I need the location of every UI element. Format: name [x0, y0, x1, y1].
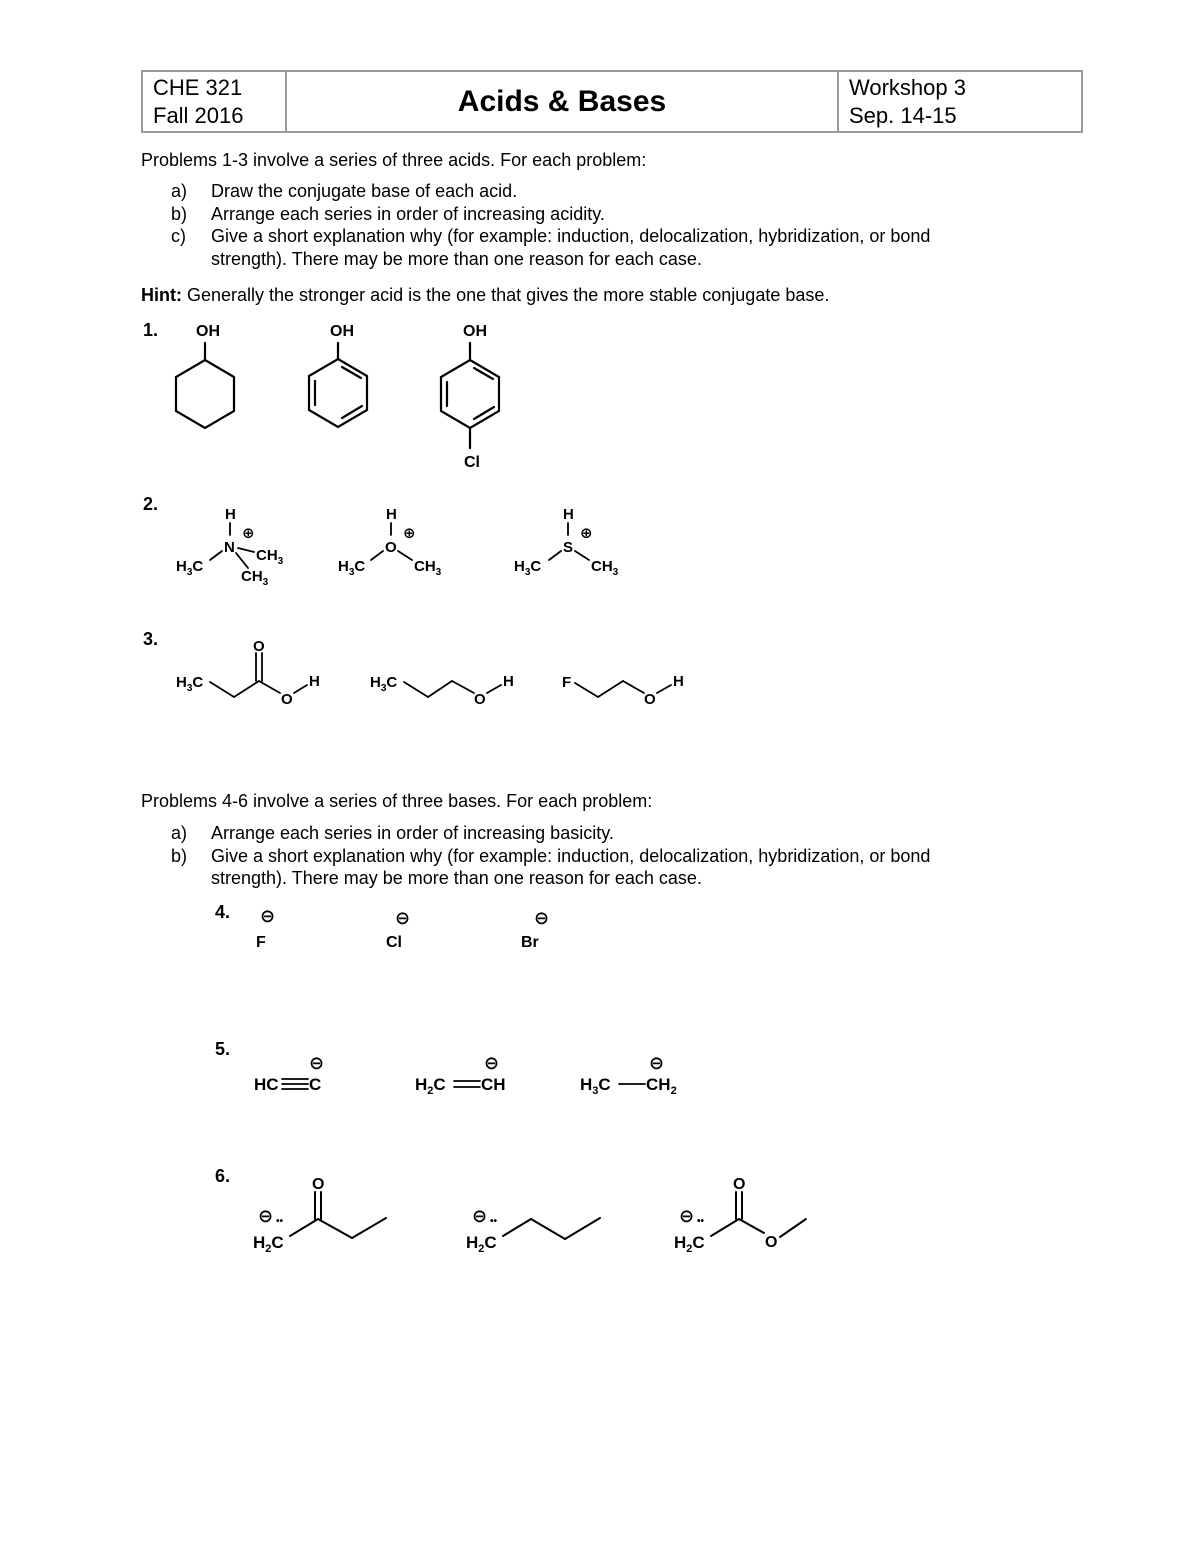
trimethylammonium-structure: [176, 506, 284, 588]
subscript: 3: [186, 567, 193, 578]
c-text: C: [484, 1233, 497, 1252]
h3c-h: H: [176, 558, 187, 575]
h3c-c: C: [386, 674, 398, 691]
h-label: H: [386, 506, 397, 523]
oh-label: OH: [196, 323, 220, 340]
lone-pair-dots: ••: [490, 1216, 498, 1227]
list-item-text: Arrange each series in order of increasing acidity.: [211, 203, 605, 224]
butyl-anion-structure: [466, 1206, 600, 1255]
c-text: C: [692, 1233, 705, 1252]
plus-charge-icon: ⊕: [242, 525, 255, 542]
chloride-label: Cl: [386, 934, 402, 951]
h3c-label: [176, 674, 203, 694]
problem-6-number: 6.: [215, 1166, 231, 1186]
subscript: 2: [670, 1085, 677, 1097]
list-item-text: Arrange each series in order of increasing basicity.: [211, 823, 614, 843]
minus-charge-icon: ⊖: [484, 1053, 500, 1073]
course-code: CHE 321: [153, 75, 243, 100]
acetylide-structure: [254, 1053, 324, 1094]
h3c-label: [176, 558, 203, 578]
subscript: 3: [592, 1085, 599, 1097]
propanol-structure: [370, 673, 514, 708]
subscript: 3: [277, 556, 284, 567]
subscript: 3: [524, 567, 531, 578]
hc-label: HC: [254, 1075, 279, 1094]
cl-label: Cl: [464, 454, 480, 471]
dimethyloxonium-structure: [338, 506, 442, 578]
subscript: 3: [612, 567, 619, 578]
ch-label: CH: [481, 1075, 506, 1094]
ch3-label: [256, 547, 284, 567]
bases-intro: Problems 4-6 involve a series of three bases. For each problem:: [141, 791, 653, 811]
4-chlorophenol-structure: [441, 323, 499, 471]
list-item-text: Draw the conjugate base of each acid.: [211, 181, 518, 201]
o-label: O: [733, 1176, 746, 1193]
o-label: O: [765, 1234, 778, 1251]
h-text: H: [466, 1233, 479, 1252]
h-text: H: [415, 1075, 428, 1094]
h3c-c: C: [530, 558, 542, 575]
oh-label: OH: [463, 323, 487, 340]
minus-charge-icon: ⊖: [472, 1206, 488, 1226]
list-item-text: strength). There may be more than one reason for each case.: [211, 868, 702, 888]
c-text: C: [598, 1075, 611, 1094]
problem-5-number: 5.: [215, 1039, 231, 1059]
bromide-label: Br: [521, 934, 539, 951]
h-label: H: [563, 506, 574, 523]
list-item-label: c): [171, 226, 186, 246]
h3c-h: H: [370, 674, 381, 691]
subscript: 2: [478, 1243, 485, 1255]
subscript: 3: [380, 683, 387, 694]
subscript: 2: [427, 1085, 434, 1097]
minus-charge-icon: ⊖: [309, 1053, 325, 1073]
list-item-text: Give a short explanation why (for example: induction, delocalization, hybridization, or bond: [211, 226, 931, 246]
ch2-label: [646, 1075, 677, 1097]
hint-text: Generally the stronger acid is the one that gives the more stable conjugate base.: [181, 285, 830, 305]
s-label: S: [563, 539, 574, 556]
problem-2-number: 2.: [143, 494, 159, 514]
ch3-label: [414, 558, 442, 578]
o-label: O: [312, 1176, 325, 1193]
subscript: 2: [686, 1243, 693, 1255]
halide-anions: [256, 906, 549, 951]
workshop-dates: Sep. 14-15: [849, 103, 957, 128]
ethyl-anion-structure: [580, 1053, 677, 1097]
h3c-c: C: [354, 558, 366, 575]
h-label: H: [503, 673, 514, 690]
o-label: O: [281, 691, 293, 708]
ketone-enolate-structure: [253, 1176, 386, 1255]
subscript: 2: [265, 1243, 272, 1255]
f-label: F: [562, 674, 572, 691]
h2c-label: [415, 1075, 446, 1097]
list-item-label: a): [171, 181, 188, 201]
plus-charge-icon: ⊕: [403, 525, 416, 542]
h3c-h: H: [514, 558, 525, 575]
2-fluoroethanol-structure: [562, 673, 684, 708]
h-label: H: [673, 673, 684, 690]
ch-text: CH: [256, 547, 278, 564]
ch3-label: [241, 568, 269, 588]
subscript: 3: [435, 567, 442, 578]
lone-pair-dots: ••: [697, 1216, 705, 1227]
h3c-h: H: [176, 674, 187, 691]
c-label: C: [309, 1075, 322, 1094]
minus-charge-icon: ⊖: [649, 1053, 665, 1073]
h3c-label: [338, 558, 365, 578]
minus-charge-icon: ⊖: [679, 1206, 695, 1226]
o-label: O: [644, 691, 656, 708]
minus-charge-icon: ⊖: [260, 906, 276, 926]
h3c-label: [514, 558, 541, 578]
ch-text: CH: [646, 1075, 671, 1094]
ch-text: CH: [591, 558, 613, 575]
c-text: C: [271, 1233, 284, 1252]
plus-charge-icon: ⊕: [580, 525, 593, 542]
dimethylsulfonium-structure: [514, 506, 619, 578]
workshop-number: Workshop 3: [849, 75, 966, 100]
cyclohexanol-structure: [176, 323, 234, 428]
acids-intro: Problems 1-3 involve a series of three acids. For each problem:: [141, 150, 647, 170]
h3c-c: C: [192, 558, 204, 575]
o-label: O: [474, 691, 486, 708]
list-item-label: b): [171, 203, 188, 224]
subscript: 3: [262, 577, 269, 588]
propanoic-acid-structure: [176, 638, 320, 708]
h-text: H: [253, 1233, 266, 1252]
subscript: 3: [348, 567, 355, 578]
ch-text: CH: [241, 568, 263, 585]
list-item-label: b): [171, 845, 188, 866]
phenol-structure: [309, 323, 367, 427]
h2c-label: [674, 1233, 705, 1255]
h3c-label: [370, 674, 397, 694]
vinyl-anion-structure: [415, 1053, 506, 1097]
c-text: C: [433, 1075, 446, 1094]
page-title: Acids & Bases: [287, 72, 839, 131]
oh-label: OH: [330, 323, 354, 340]
h3c-label: [580, 1075, 611, 1097]
o-label: O: [385, 539, 397, 556]
lone-pair-dots: ••: [276, 1216, 284, 1227]
ester-enolate-structure: [674, 1176, 806, 1255]
h3c-c: C: [192, 674, 204, 691]
list-item-text: strength). There may be more than one reason for each case.: [211, 248, 702, 269]
h2c-label: [253, 1233, 284, 1255]
ch3-label: [591, 558, 619, 578]
problem-1-number: 1.: [143, 320, 159, 340]
h-label: H: [225, 506, 236, 523]
course-term: Fall 2016: [153, 103, 244, 128]
n-label: N: [224, 539, 235, 556]
o-label: O: [253, 638, 265, 655]
list-item-text: Give a short explanation why (for example: induction, delocalization, hybridization, or bond: [211, 845, 931, 866]
h-text: H: [580, 1075, 593, 1094]
minus-charge-icon: ⊖: [395, 908, 411, 928]
subscript: 3: [186, 683, 193, 694]
hint-label: Hint:: [141, 285, 182, 305]
list-item-label: a): [171, 823, 188, 843]
fluoride-label: F: [256, 934, 266, 951]
minus-charge-icon: ⊖: [258, 1206, 274, 1226]
h-label: H: [309, 673, 320, 690]
h-text: H: [674, 1233, 687, 1252]
h3c-h: H: [338, 558, 349, 575]
problem-3-number: 3.: [143, 629, 159, 649]
h2c-label: [466, 1233, 497, 1255]
ch-text: CH: [414, 558, 436, 575]
minus-charge-icon: ⊖: [534, 908, 550, 928]
problem-4-number: 4.: [215, 902, 231, 922]
